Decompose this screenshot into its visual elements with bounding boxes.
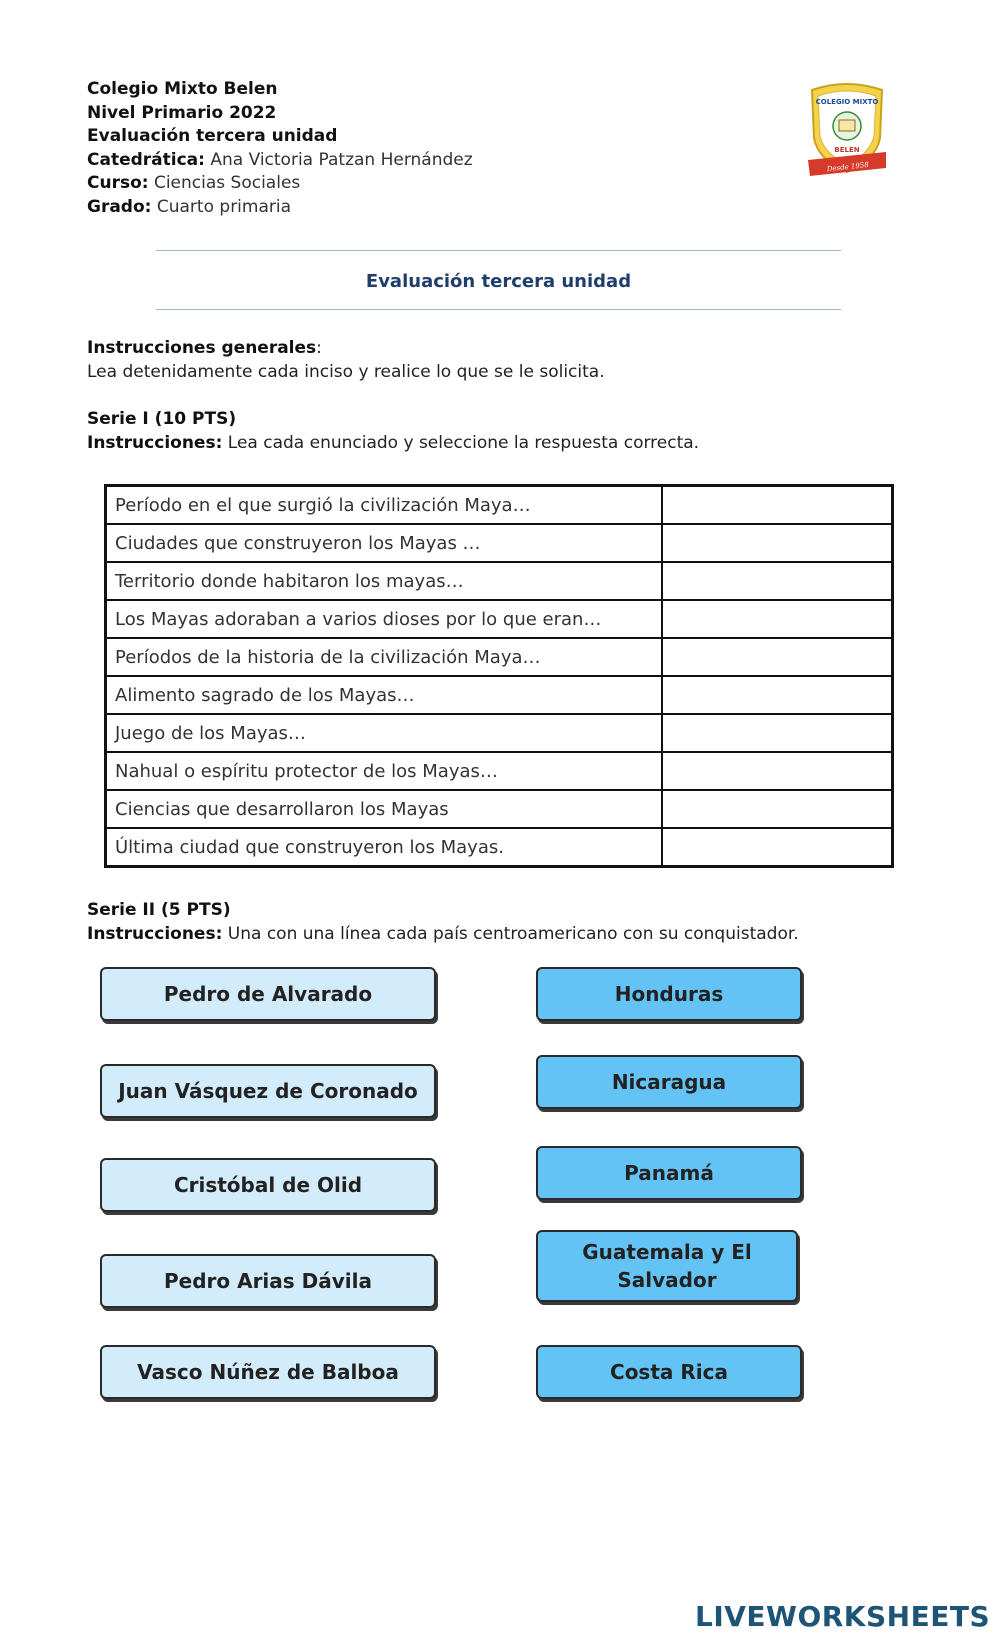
country-card[interactable]: Guatemala y El Salvador <box>536 1230 798 1302</box>
title-rule-top <box>156 250 841 251</box>
question-text: Nahual o espíritu protector de los Mayas… <box>106 752 663 790</box>
answer-dropdown[interactable] <box>662 752 893 790</box>
course-name: Ciencias Sociales <box>153 173 301 193</box>
question-text: Períodos de la historia de la civilización Maya… <box>106 638 663 676</box>
question-row <box>106 676 893 714</box>
question-row <box>106 638 893 676</box>
country-card[interactable]: Honduras <box>536 967 802 1021</box>
answer-dropdown[interactable] <box>662 524 893 562</box>
serie2-instructions-label: Instrucciones: <box>87 923 223 944</box>
answer-dropdown[interactable] <box>662 790 893 828</box>
conqueror-card[interactable]: Cristóbal de Olid <box>100 1158 436 1212</box>
question-row <box>106 600 893 638</box>
conqueror-card[interactable]: Juan Vásquez de Coronado <box>100 1064 436 1118</box>
serie2-heading: Serie II (5 PTS) <box>87 900 231 920</box>
conqueror-card[interactable]: Pedro Arias Dávila <box>100 1254 436 1308</box>
school-header <box>87 78 473 219</box>
general-instructions: Instrucciones generales: Lea detenidamente cada inciso y realice lo que se le solicita. <box>87 337 605 384</box>
country-card[interactable]: Nicaragua <box>536 1055 802 1109</box>
question-row <box>106 486 893 525</box>
general-instructions-heading: Instrucciones generales <box>87 338 317 358</box>
serie1-table <box>104 484 894 868</box>
question-text: Territorio donde habitaron los mayas… <box>106 562 663 600</box>
question-row <box>106 714 893 752</box>
answer-dropdown[interactable] <box>662 828 893 867</box>
serie1-heading: Serie I (10 PTS) <box>87 409 237 429</box>
question-text: Ciudades que construyeron los Mayas … <box>106 524 663 562</box>
question-row <box>106 828 893 867</box>
conqueror-card[interactable]: Vasco Núñez de Balboa <box>100 1345 436 1399</box>
question-text: Juego de los Mayas… <box>106 714 663 752</box>
question-row <box>106 790 893 828</box>
answer-dropdown[interactable] <box>662 676 893 714</box>
general-instructions-text: Lea detenidamente cada inciso y realice lo que se le solicita. <box>87 361 605 382</box>
page-title: Evaluación tercera unidad <box>365 271 632 292</box>
school-logo <box>806 80 888 180</box>
question-text: Período en el que surgió la civilización Maya… <box>106 486 663 525</box>
answer-dropdown[interactable] <box>662 600 893 638</box>
grade-name: Cuarto primaria <box>156 196 292 217</box>
school-name: Colegio Mixto Belen <box>87 79 278 99</box>
liveworksheets-brand: LIVEWORKSHEETS <box>695 1599 991 1633</box>
answer-dropdown[interactable] <box>662 638 893 676</box>
answer-dropdown[interactable] <box>662 714 893 752</box>
country-card[interactable]: Panamá <box>536 1146 802 1200</box>
course-label: Curso: <box>87 173 149 193</box>
book-icon <box>839 120 855 131</box>
liveworksheets-logo <box>695 1600 990 1632</box>
logo-bottom-text: BELEN <box>834 146 860 154</box>
title-rule-bottom <box>156 309 841 310</box>
serie2-header <box>87 899 799 946</box>
question-text: Alimento sagrado de los Mayas… <box>106 676 663 714</box>
logo-ribbon-text: Desde 1958 <box>826 160 870 174</box>
question-row <box>106 562 893 600</box>
answer-dropdown[interactable] <box>662 486 893 525</box>
question-row <box>106 752 893 790</box>
answer-dropdown[interactable] <box>662 562 893 600</box>
question-text: Última ciudad que construyeron los Mayas. <box>106 828 663 867</box>
conqueror-card[interactable]: Pedro de Alvarado <box>100 967 436 1021</box>
question-text: Ciencias que desarrollaron los Mayas <box>106 790 663 828</box>
grade-label: Grado: <box>87 196 152 217</box>
teacher-label: Catedrática: <box>87 149 205 170</box>
question-row <box>106 524 893 562</box>
teacher-name: Ana Victoria Patzan Hernández <box>210 149 473 170</box>
question-text: Los Mayas adoraban a varios dioses por lo que eran… <box>106 600 663 638</box>
logo-top-text: COLEGIO MIXTO <box>815 98 879 106</box>
serie1-instructions-text: Lea cada enunciado y seleccione la respuesta correcta. <box>227 432 700 453</box>
country-card[interactable]: Costa Rica <box>536 1345 802 1399</box>
evaluation-name: Evaluación tercera unidad <box>87 126 338 146</box>
serie2-instructions-text: Una con una línea cada país centroamericano con su conquistador. <box>227 923 799 944</box>
serie1-header <box>87 408 699 455</box>
level: Nivel Primario 2022 <box>87 102 277 123</box>
serie1-instructions-label: Instrucciones: <box>87 432 223 453</box>
